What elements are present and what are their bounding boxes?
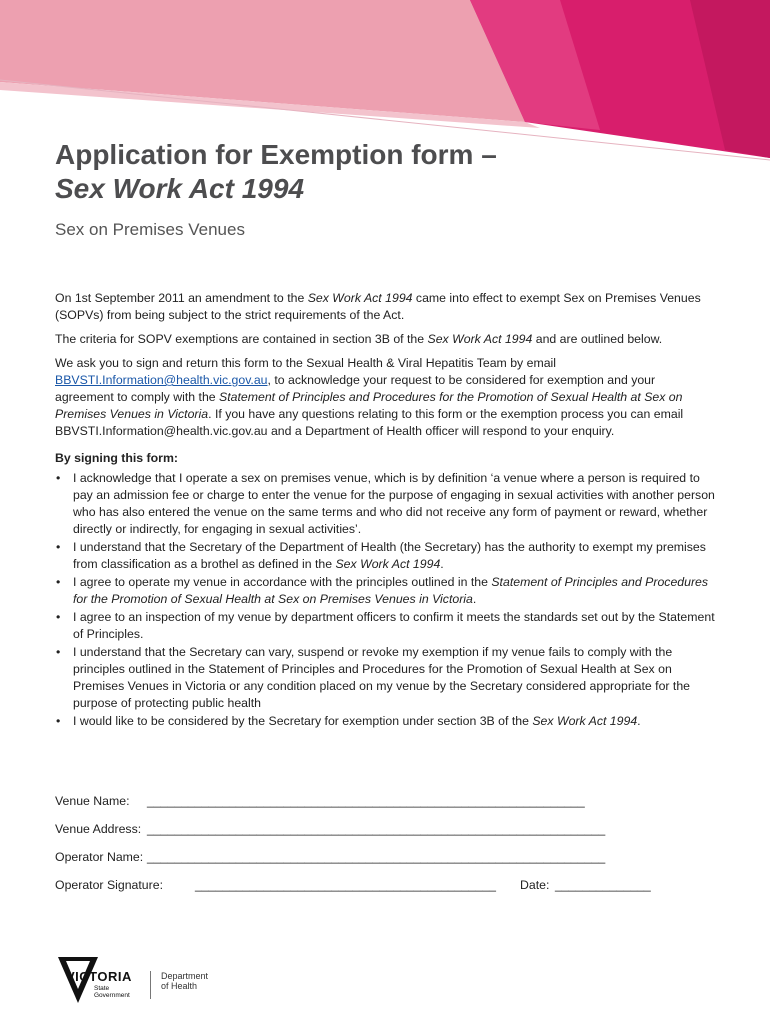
text: I understand that the Secretary of the Department of Health (the Secretary) has the authority to exempt my premises from classification as a brothel as defined in the <box>73 540 706 571</box>
text: I acknowledge that I operate a sex on premises venue, which is by definition ‘a venue where a person is required to pay an admission fee or charge to enter the venue for the purpose of engaging in sexual activities with another person who has also entered the venue on the same terms and who did not receive any form of payment or reward, whether directly or indirectly, for engaging in sexual activities’. <box>73 471 715 536</box>
signing-heading: By signing this form: <box>55 451 178 465</box>
department-text <box>161 971 208 991</box>
document-body <box>55 290 715 731</box>
text: Department <box>161 971 209 981</box>
operator-name-field[interactable]: ___________________________________________________________________ <box>147 850 606 864</box>
text: I agree to an inspection of my venue by department officers to confirm it meets the standards set out by the Statement of Principles. <box>73 610 715 641</box>
title-line-1: Application for Exemption form – <box>55 139 497 170</box>
text: The criteria for SOPV exemptions are contained in section 3B of the <box>55 332 428 346</box>
act-name: Sex Work Act 1994 <box>307 291 413 305</box>
bullet: • <box>56 714 61 728</box>
page-subtitle: Sex on Premises Venues <box>55 220 245 239</box>
text: of Health <box>161 981 198 991</box>
text: . If you have any questions relating to this form or the exemption process you can email BBVSTI.Information@health.vic.gov.au and a Department of Health officer will respond to your enquiry. <box>55 407 684 438</box>
venue-name-field[interactable]: ________________________________________________________________ <box>147 794 585 808</box>
intro-paragraph-1 <box>55 290 715 324</box>
text: On 1st September 2011 an amendment to the <box>55 291 308 305</box>
text: We ask you to sign and return this form to the Sexual Health & Viral Hepatitis Team by email <box>55 356 557 370</box>
text: came into effect to exempt Sex on Premises Venues (SOPVs) from being subject to the strict requirements of the Act. <box>55 291 701 322</box>
list-item <box>55 713 715 730</box>
text: I agree to operate my venue in accordance with the principles outlined in the <box>73 575 492 589</box>
form-fields <box>55 794 675 906</box>
acknowledgement-list <box>55 470 715 730</box>
act-name: Sex Work Act 1994 <box>427 332 533 346</box>
venue-address-label: Venue Address: <box>55 822 142 836</box>
list-item <box>55 470 715 538</box>
text: and are outlined below. <box>532 332 663 346</box>
statement-title: Statement of Principles and Procedures for the Promotion of Sexual Health at Sex on Premises Venues in Victoria <box>73 575 709 606</box>
page-title <box>55 138 497 206</box>
bullet: • <box>56 645 61 659</box>
act-name: Sex Work Act 1994 <box>335 557 441 571</box>
intro-paragraph-2 <box>55 331 715 348</box>
list-item <box>55 644 715 712</box>
list-item <box>55 539 715 573</box>
text: . <box>637 714 641 728</box>
operator-name-label: Operator Name: <box>55 850 144 864</box>
email-link[interactable]: BBVSTI.Information@health.vic.gov.au <box>55 373 268 387</box>
list-item <box>55 609 715 643</box>
text: . <box>472 592 477 606</box>
text: , to acknowledge your request to be considered for exemption and your agreement to comply with the <box>55 373 656 404</box>
title-line-2: Sex Work Act 1994 <box>55 173 305 204</box>
venue-name-label: Venue Name: <box>55 794 130 808</box>
bullet: • <box>56 471 61 485</box>
list-item <box>55 574 715 608</box>
logo-divider <box>150 971 151 999</box>
statement-title: Statement of Principles and Procedures for the Promotion of Sexual Health at Sex on Premises Venues in Victoria <box>55 390 683 421</box>
operator-name-row <box>55 850 675 878</box>
text: State <box>94 985 110 992</box>
text: I would like to be considered by the Secretary for exemption under section 3B of the <box>73 714 533 728</box>
operator-signature-label: Operator Signature: <box>55 878 164 892</box>
text: Government <box>94 992 130 999</box>
date-field[interactable]: ______________ <box>555 878 651 892</box>
operator-signature-field[interactable]: ____________________________________________ <box>195 878 496 892</box>
intro-paragraph-3 <box>55 355 715 440</box>
venue-name-row <box>55 794 675 822</box>
victoria-government-logo <box>58 957 228 1007</box>
text: I understand that the Secretary can vary, suspend or revoke my exemption if my venue fails to comply with the principles outlined in the Statement of Principles and Procedures for the Promotion of Sexual Health at Sex on Premises Venues in Victoria or any condition placed on my venue by the Secretary considered appropriate for the purpose of protecting public health <box>73 645 691 710</box>
bullet: • <box>56 610 61 624</box>
state-government-text <box>94 985 130 999</box>
operator-signature-row <box>55 878 675 906</box>
text: . <box>440 557 444 571</box>
venue-address-field[interactable]: ___________________________________________________________________ <box>147 822 606 836</box>
venue-address-row <box>55 822 675 850</box>
act-name: Sex Work Act 1994 <box>532 714 638 728</box>
date-label: Date: <box>520 878 550 892</box>
bullet: • <box>56 575 61 589</box>
victoria-wordmark: VICTORIA <box>66 969 132 984</box>
bullet: • <box>56 540 61 554</box>
